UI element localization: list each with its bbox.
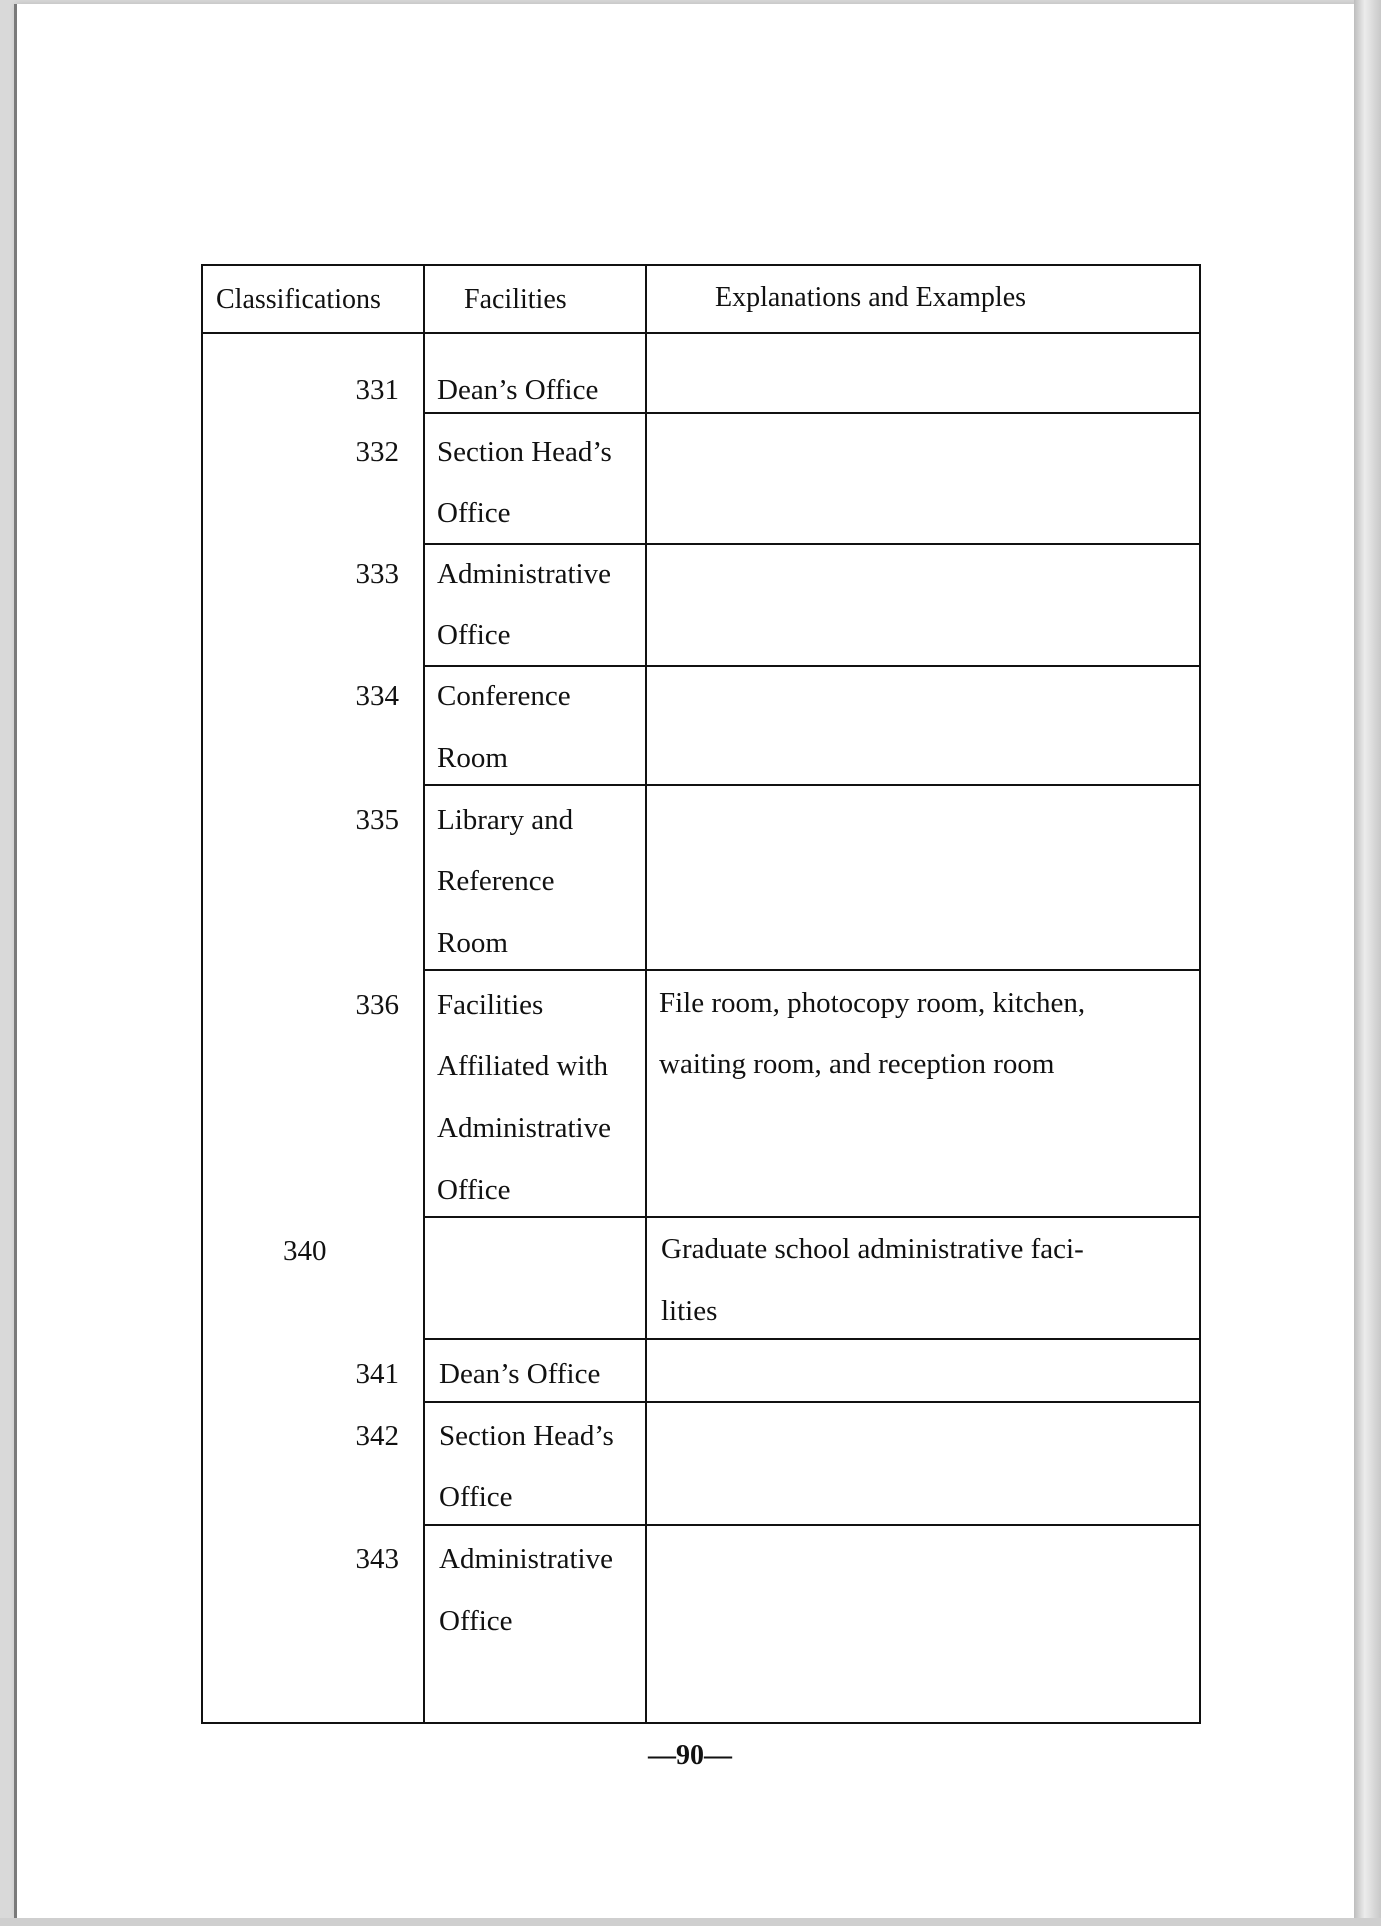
facility-name: Affiliated with xyxy=(437,1050,609,1082)
facility-name: Reference xyxy=(437,865,555,897)
facility-name: Office xyxy=(437,497,511,529)
facility-name: Administrative xyxy=(439,1543,613,1575)
header-explanations: Explanations and Examples xyxy=(715,282,1027,313)
classification-code: 331 xyxy=(355,374,399,406)
row-divider xyxy=(423,543,645,545)
row-divider xyxy=(423,665,645,667)
facility-name: Administrative xyxy=(437,558,611,590)
facility-name: Administrative xyxy=(437,1112,611,1144)
classification-code: 332 xyxy=(355,436,399,468)
column-divider-2 xyxy=(645,266,647,1722)
facility-name: Conference xyxy=(437,680,571,712)
classification-code: 334 xyxy=(355,680,399,712)
classification-code: 336 xyxy=(355,989,399,1021)
facility-name: Office xyxy=(439,1481,513,1513)
header-facilities: Facilities xyxy=(464,284,567,315)
explanation-text: lities xyxy=(661,1295,718,1327)
row-divider xyxy=(423,1216,1201,1218)
facility-name: Room xyxy=(437,927,508,959)
row-divider xyxy=(423,1338,1201,1340)
row-divider xyxy=(423,1401,1201,1403)
column-divider-1 xyxy=(423,266,425,1722)
facilities-table xyxy=(201,264,1201,1724)
facility-name: Dean’s Office xyxy=(439,1358,601,1390)
classification-code: 343 xyxy=(355,1543,399,1575)
page-bottom-edge xyxy=(0,1918,1381,1926)
explanation-text: Graduate school administrative faci- xyxy=(661,1233,1084,1265)
facility-name: Section Head’s xyxy=(439,1420,614,1452)
classification-code: 333 xyxy=(355,558,399,590)
facility-name: Office xyxy=(437,1174,511,1206)
page-number: —90— xyxy=(648,1740,732,1771)
explanation-text: waiting room, and reception room xyxy=(659,1048,1055,1080)
facility-name: Facilities xyxy=(437,989,544,1021)
facility-name: Section Head’s xyxy=(437,436,612,468)
row-divider xyxy=(645,784,1201,786)
classification-code: 335 xyxy=(355,804,399,836)
facility-name: Library and xyxy=(437,804,574,836)
facility-name: Dean’s Office xyxy=(437,374,599,406)
row-divider xyxy=(423,1524,1201,1526)
facility-name: Office xyxy=(437,619,511,651)
classification-code: 342 xyxy=(355,1420,399,1452)
facility-name: Office xyxy=(439,1605,513,1637)
header-classifications: Classifications xyxy=(216,284,381,315)
row-divider xyxy=(645,969,1201,971)
classification-code: 341 xyxy=(355,1358,399,1390)
row-divider xyxy=(645,543,1201,545)
row-divider xyxy=(645,665,1201,667)
header-divider xyxy=(203,332,1199,334)
row-divider xyxy=(645,412,1201,414)
explanation-text: File room, photocopy room, kitchen, xyxy=(659,987,1086,1019)
classification-code: 340 xyxy=(283,1235,327,1267)
row-divider xyxy=(423,412,645,414)
row-divider xyxy=(423,784,645,786)
facility-name: Room xyxy=(437,742,508,774)
row-divider xyxy=(423,969,645,971)
page-edge-shadow xyxy=(1354,0,1381,1926)
